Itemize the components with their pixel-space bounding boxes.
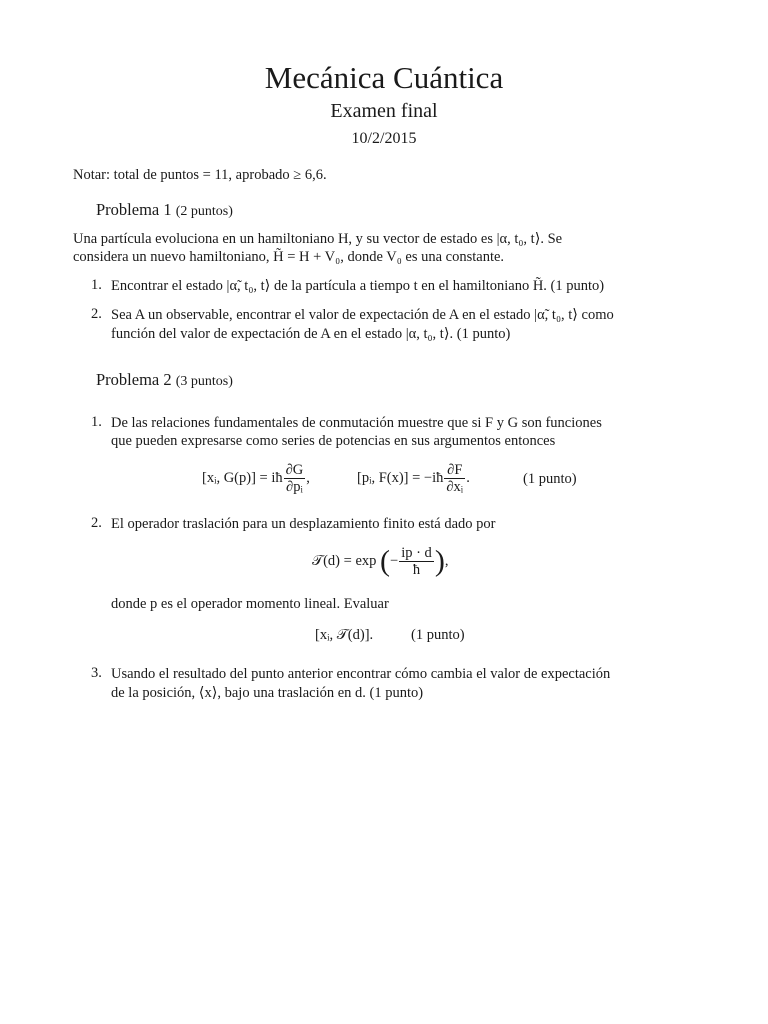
eq-f-numerator: ∂F [444, 462, 465, 479]
problem1-item2-line1: Sea A un observable, encontrar el valor de expectación de A en el estado |α̃, t₀, t⟩ como [111, 307, 614, 323]
page-title: Mecánica Cuántica [264, 60, 504, 95]
problem2-item3-number: 3. [91, 665, 102, 681]
problem2-heading [96, 370, 233, 390]
problem2-title: Problema 2 [96, 370, 172, 389]
left-paren: ( [380, 544, 391, 578]
eq-g-fraction [284, 462, 306, 495]
eq-g-f-points: (1 punto) [523, 471, 577, 487]
eq-g-lhs: [xᵢ, G(p)] = iħ [202, 469, 283, 486]
problem2-item1-line1: De las relaciones fundamentales de conmutación muestre que si F y G son funciones [111, 415, 602, 431]
problem2-item1-line2: que pueden expresarse como series de potencias en sus argumentos entonces [111, 433, 556, 449]
page-subtitle: Examen final [330, 100, 438, 122]
translation-fraction [399, 545, 434, 578]
right-paren: ) [434, 544, 445, 578]
translation-lhs: 𝒯(d) = exp [312, 552, 377, 569]
problem1-item2-line2: función del valor de expectación de A en el estado |α, t₀, t⟩. (1 punto) [111, 326, 511, 342]
translation-comma: , [444, 552, 449, 569]
problem2-item2-line2: donde p es el operador momento lineal. Evaluar [111, 596, 389, 612]
eq-f-fraction [444, 462, 465, 495]
eq-f-lhs: [pᵢ, F(x)] = −iħ [357, 469, 444, 486]
problem1-item2-number: 2. [91, 306, 102, 322]
problem1-item1-number: 1. [91, 277, 102, 293]
minus-sign: − [390, 552, 399, 569]
scoring-note: Notar: total de puntos = 11, aprobado ≥ 6,6. [73, 167, 327, 183]
commutator-equation-f [357, 462, 470, 495]
eq-f-denominator: ∂xᵢ [446, 479, 464, 495]
commutator-translation-points: (1 punto) [411, 627, 465, 643]
commutator-translation: [xᵢ, 𝒯(d)]. [315, 627, 374, 643]
problem1-heading [96, 200, 233, 220]
problem2-item1-number: 1. [91, 414, 102, 430]
problem1-points: (2 puntos) [175, 204, 233, 219]
problem2-points: (3 puntos) [175, 374, 233, 389]
translation-denominator: ħ [412, 562, 421, 578]
problem1-intro-line2: considera un nuevo hamiltoniano, H̃ = H + V₀, donde V₀ es una constante. [73, 249, 505, 265]
exam-date: 10/2/2015 [351, 130, 417, 147]
problem2-item3-line1: Usando el resultado del punto anterior encontrar cómo cambia el valor de expectación [111, 666, 611, 682]
problem1-title: Problema 1 [96, 200, 172, 219]
eq-g-numerator: ∂G [285, 462, 304, 478]
translation-numerator: ip · d [401, 545, 432, 561]
problem1-intro-line1: Una partícula evoluciona en un hamiltoniano H, y su vector de estado es |α, t₀, t⟩. Se [73, 231, 563, 247]
eq-f-tail: . [466, 469, 470, 486]
eq-g-denominator: ∂pᵢ [286, 479, 303, 495]
translation-operator-equation [312, 545, 448, 578]
eq-g-tail: , [306, 469, 310, 486]
problem2-item2-number: 2. [91, 515, 102, 531]
problem2-item2-line1: El operador traslación para un desplazamiento finito está dado por [111, 516, 496, 532]
commutator-equation-g [202, 462, 310, 495]
problem2-item3-line2: de la posición, ⟨x⟩, bajo una traslación en d. (1 punto) [111, 685, 424, 701]
problem1-item1-text: Encontrar el estado |α̃, t₀, t⟩ de la partícula a tiempo t en el hamiltoniano H̃. (1 punto) [111, 278, 605, 294]
